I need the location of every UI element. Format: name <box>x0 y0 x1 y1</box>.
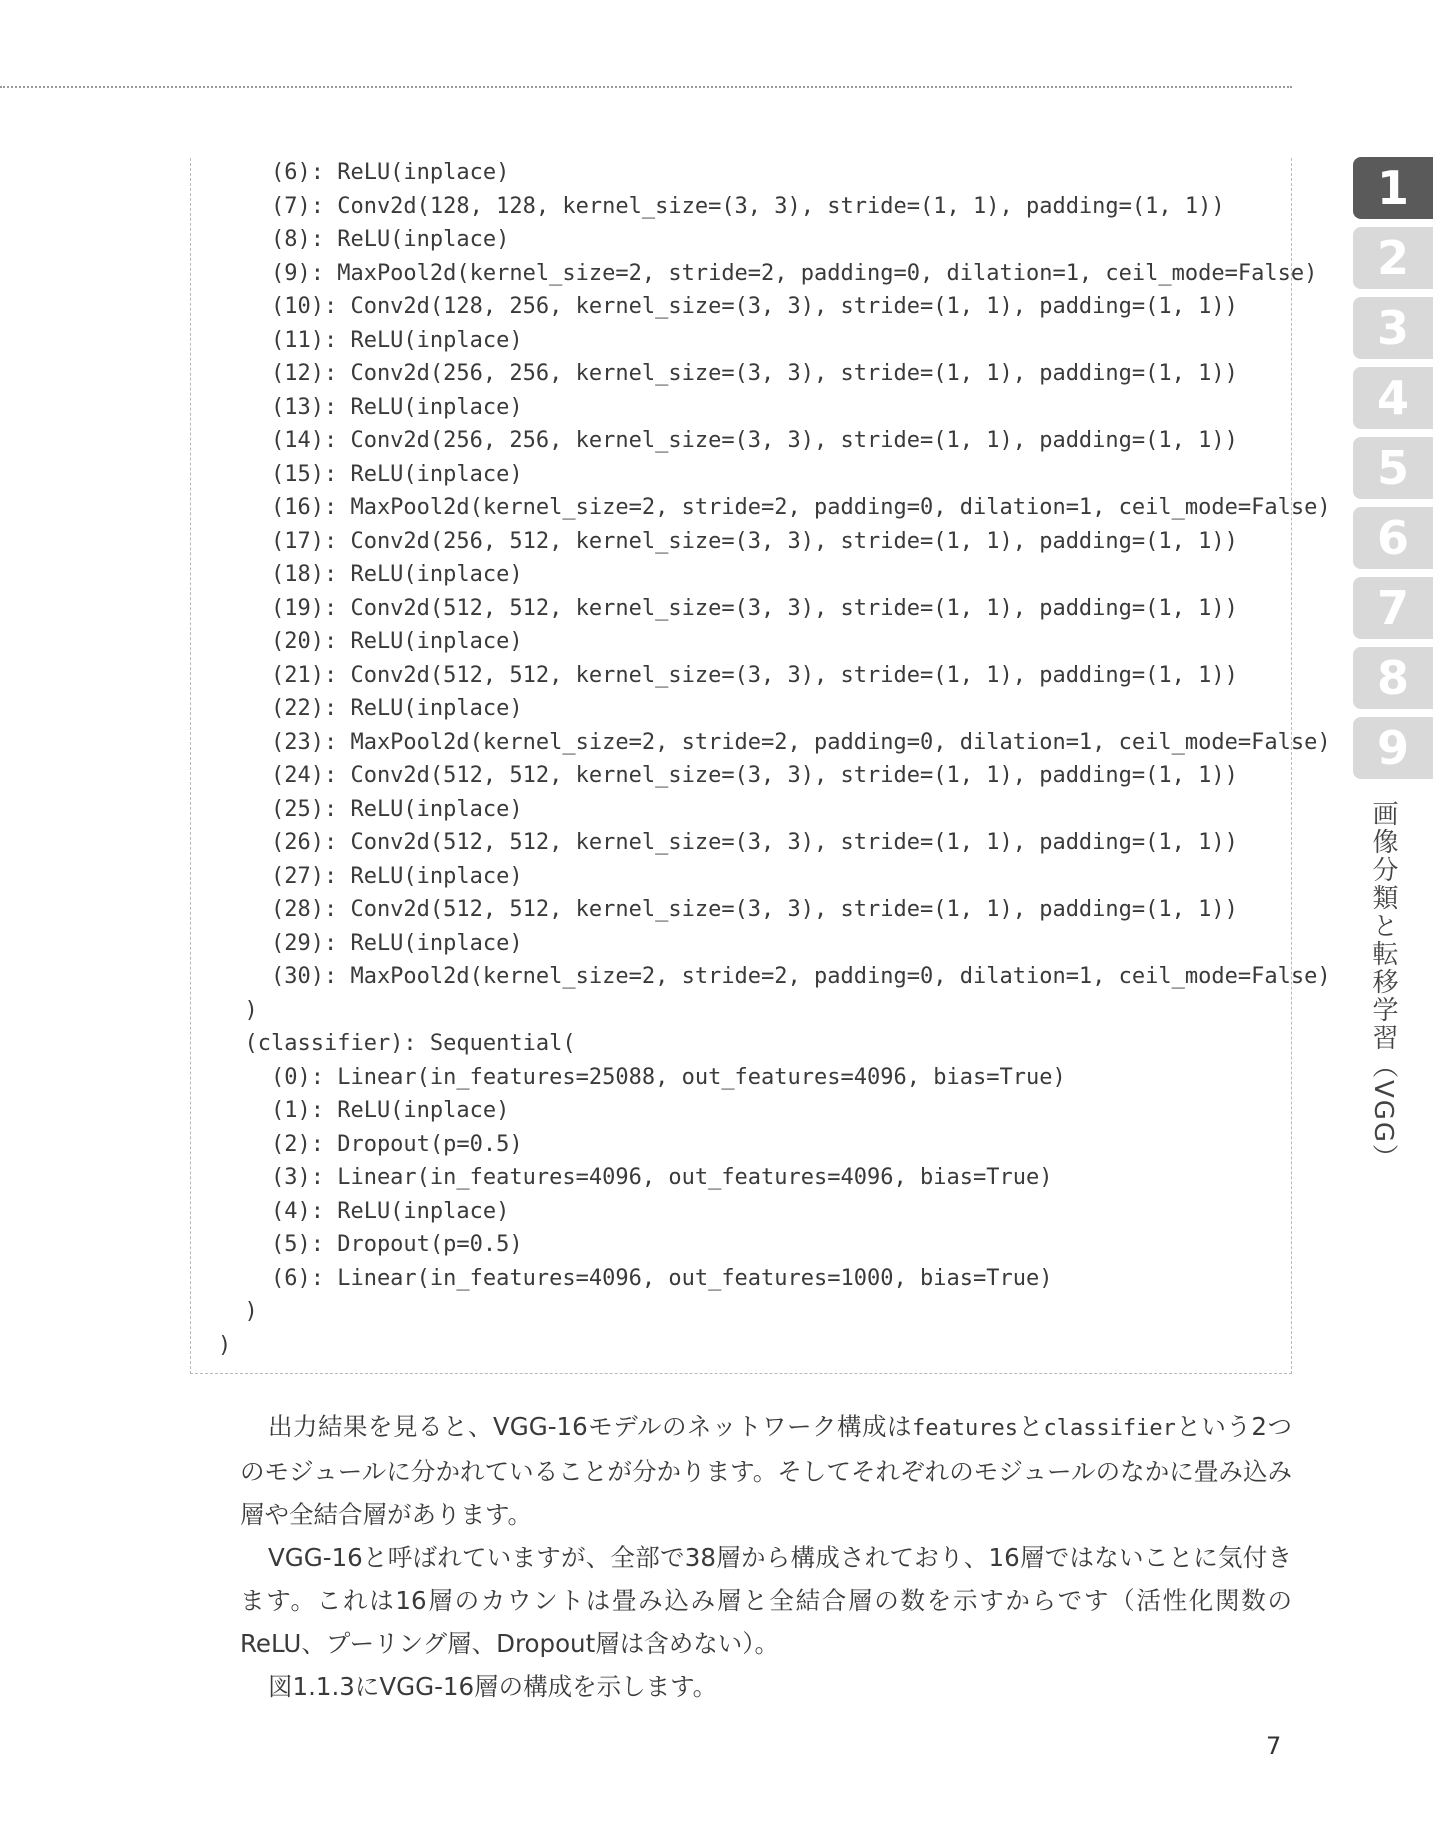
paragraph-2: VGG-16と呼ばれていますが、全部で38層から構成されており、16層ではないことに気付きます。これは16層のカウントは畳み込み層と全結合層の数を示すからです（活性化関数のReLU、プーリング層、Dropout層は含めない）。 <box>240 1543 1292 1658</box>
chapter-tab-8: 8 <box>1353 647 1433 709</box>
code-line: ) <box>218 1332 232 1358</box>
code-line: (20): ReLU(inplace) <box>218 629 523 654</box>
code-line: (22): ReLU(inplace) <box>218 696 523 721</box>
page-number: 7 <box>1266 1732 1282 1760</box>
paragraph-1-text-b: と <box>1017 1412 1044 1441</box>
inline-code-features: features <box>911 1416 1018 1441</box>
code-block <box>218 156 1331 1362</box>
chapter-tab-1: 1 <box>1353 157 1433 219</box>
code-line: (25): ReLU(inplace) <box>218 796 523 822</box>
code-line: (5): Dropout(p=0.5) <box>218 1232 523 1257</box>
header-dotted-rule <box>0 86 1292 88</box>
code-line: (11): ReLU(inplace) <box>218 327 523 353</box>
chapter-tab-9: 9 <box>1353 717 1433 779</box>
code-line: (9): MaxPool2d(kernel_size=2, stride=2, padding=0, dilation=1, ceil_mode=False) <box>218 260 1318 286</box>
code-line: (7): Conv2d(128, 128, kernel_size=(3, 3), stride=(1, 1), padding=(1, 1)) <box>218 193 1225 219</box>
code-line: (10): Conv2d(128, 256, kernel_size=(3, 3), stride=(1, 1), padding=(1, 1)) <box>218 294 1238 319</box>
inline-code-classifier: classifier <box>1043 1416 1176 1441</box>
chapter-title: 画像分類と転移学習（VGG） <box>1368 800 1398 1173</box>
code-line: (30): MaxPool2d(kernel_size=2, stride=2, padding=0, dilation=1, ceil_mode=False) <box>218 964 1331 989</box>
code-line: (6): ReLU(inplace) <box>218 160 510 185</box>
code-line: (13): ReLU(inplace) <box>218 394 523 420</box>
chapter-tab-6: 6 <box>1353 507 1433 569</box>
code-line: (12): Conv2d(256, 256, kernel_size=(3, 3), stride=(1, 1), padding=(1, 1)) <box>218 361 1238 386</box>
body-text <box>240 1405 1292 1708</box>
chapter-tab-4: 4 <box>1353 367 1433 429</box>
code-line: (29): ReLU(inplace) <box>218 930 523 956</box>
code-line: (28): Conv2d(512, 512, kernel_size=(3, 3), stride=(1, 1), padding=(1, 1)) <box>218 897 1238 922</box>
code-line: ) <box>218 1299 258 1324</box>
code-line: (15): ReLU(inplace) <box>218 461 523 487</box>
code-line: (24): Conv2d(512, 512, kernel_size=(3, 3), stride=(1, 1), padding=(1, 1)) <box>218 763 1238 788</box>
chapter-tabs <box>1353 157 1433 787</box>
code-line: (2): Dropout(p=0.5) <box>218 1131 523 1157</box>
code-line: ) <box>218 997 258 1023</box>
chapter-tab-5: 5 <box>1353 437 1433 499</box>
code-line: (3): Linear(in_features=4096, out_features=4096, bias=True) <box>218 1165 1053 1190</box>
code-line: (0): Linear(in_features=25088, out_features=4096, bias=True) <box>218 1064 1066 1090</box>
code-line: (16): MaxPool2d(kernel_size=2, stride=2, padding=0, dilation=1, ceil_mode=False) <box>218 495 1331 520</box>
paragraph-3: 図1.1.3にVGG-16層の構成を示します。 <box>268 1672 718 1701</box>
code-line: (23): MaxPool2d(kernel_size=2, stride=2, padding=0, dilation=1, ceil_mode=False) <box>218 729 1331 755</box>
paragraph-1 <box>240 1405 1292 1536</box>
code-line: (14): Conv2d(256, 256, kernel_size=(3, 3), stride=(1, 1), padding=(1, 1)) <box>218 428 1238 453</box>
code-line: (classifier): Sequential( <box>218 1031 576 1056</box>
code-line: (18): ReLU(inplace) <box>218 562 523 587</box>
code-line: (8): ReLU(inplace) <box>218 227 510 252</box>
paragraph-1-text-c: という2つのモジュールに分かれていることが分かります。そしてそれぞれのモジュールのなかに畳み込み層や全結合層があります。 <box>240 1412 1292 1529</box>
code-line: (6): Linear(in_features=4096, out_features=1000, bias=True) <box>218 1265 1053 1291</box>
paragraph-1-text-a: 出力結果を見ると、VGG-16モデルのネットワーク構成は <box>268 1412 912 1441</box>
code-line: (1): ReLU(inplace) <box>218 1098 510 1123</box>
code-line: (19): Conv2d(512, 512, kernel_size=(3, 3), stride=(1, 1), padding=(1, 1)) <box>218 595 1238 621</box>
code-line: (21): Conv2d(512, 512, kernel_size=(3, 3), stride=(1, 1), padding=(1, 1)) <box>218 662 1238 688</box>
code-line: (17): Conv2d(256, 512, kernel_size=(3, 3), stride=(1, 1), padding=(1, 1)) <box>218 528 1238 554</box>
chapter-tab-3: 3 <box>1353 297 1433 359</box>
code-line: (27): ReLU(inplace) <box>218 863 523 889</box>
chapter-tab-7: 7 <box>1353 577 1433 639</box>
chapter-tab-2: 2 <box>1353 227 1433 289</box>
code-line: (4): ReLU(inplace) <box>218 1198 510 1224</box>
code-line: (26): Conv2d(512, 512, kernel_size=(3, 3), stride=(1, 1), padding=(1, 1)) <box>218 830 1238 855</box>
